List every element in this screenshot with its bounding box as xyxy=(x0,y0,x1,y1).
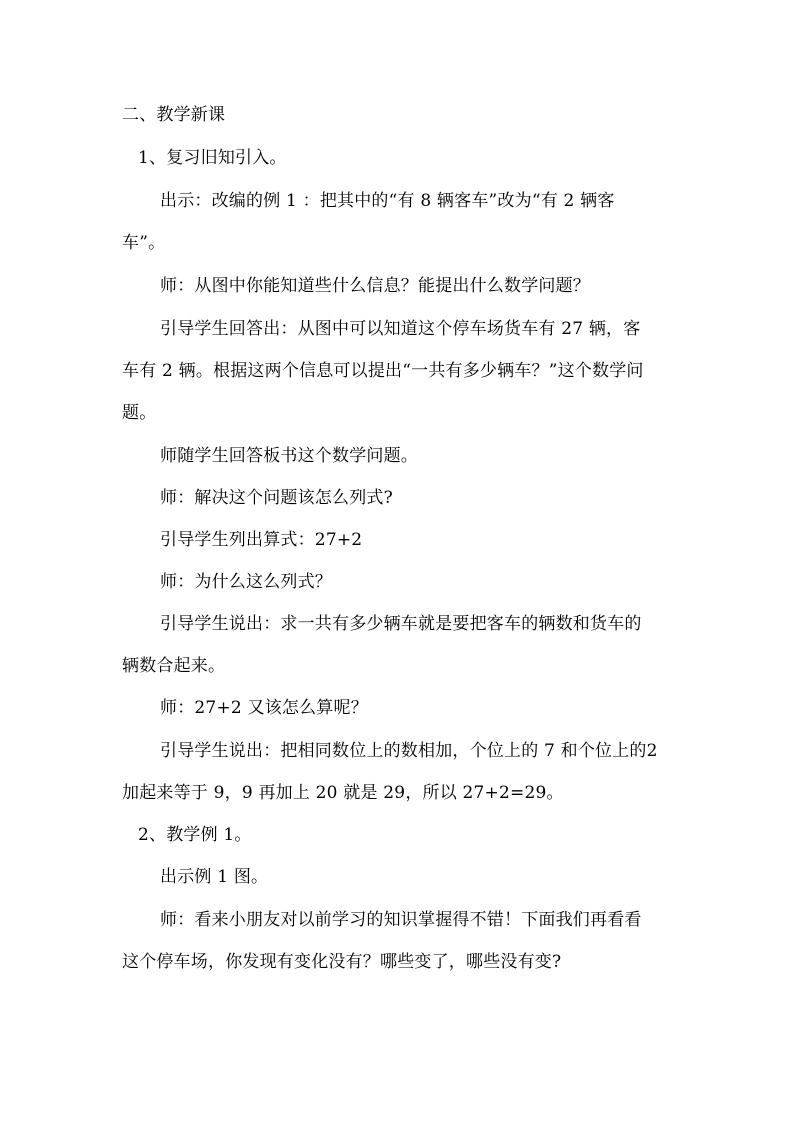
paragraph-line: 加起来等于 9，9 再加上 20 就是 29，所以 27+2=29。 xyxy=(122,783,564,803)
subsection-heading-example: 2、教学例 1。 xyxy=(138,825,252,845)
paragraph-line: 引导学生说出：求一共有多少辆车就是要把客车的辆数和货车的 xyxy=(160,614,642,634)
paragraph-line: 师：27+2 又该怎么算呢？ xyxy=(160,698,368,718)
paragraph-line: 引导学生列出算式：27+2 xyxy=(160,530,363,550)
paragraph-line: 这个停车场，你发现有变化没有？哪些变了，哪些没有变? xyxy=(122,952,562,972)
paragraph-line: 师：为什么这么列式？ xyxy=(160,572,332,592)
paragraph-line: 出示：改编的例 1 ：把其中的“有 8 辆客车”改为“有 2 辆客 xyxy=(160,191,615,211)
paragraph-line: 引导学生回答出：从图中可以知道这个停车场货车有 27 辆，客 xyxy=(160,319,641,339)
paragraph-line: 师：从图中你能知道些什么信息？能提出什么数学问题？ xyxy=(160,276,590,296)
paragraph-line: 师随学生回答板书这个数学问题。 xyxy=(160,446,418,466)
subsection-heading-review: 1、复习旧知引入。 xyxy=(138,148,287,168)
paragraph-line: 师：解决这个问题该怎么列式? xyxy=(160,488,393,508)
paragraph-line: 师：看来小朋友对以前学习的知识掌握得不错！下面我们再看看 xyxy=(160,910,642,930)
paragraph-line: 出示例 1 图。 xyxy=(160,867,269,887)
paragraph-line: 题。 xyxy=(122,403,157,423)
paragraph-line: 车有 2 辆。根据这两个信息可以提出“一共有多少辆车？”这个数学问 xyxy=(122,361,644,381)
section-heading: 二、教学新课 xyxy=(122,105,226,125)
paragraph-line: 辆数合起来。 xyxy=(122,656,226,676)
paragraph-line: 引导学生说出：把相同数位上的数相加，个位上的 7 和个位上的2 xyxy=(160,741,658,761)
paragraph-line: 车”。 xyxy=(122,233,166,253)
